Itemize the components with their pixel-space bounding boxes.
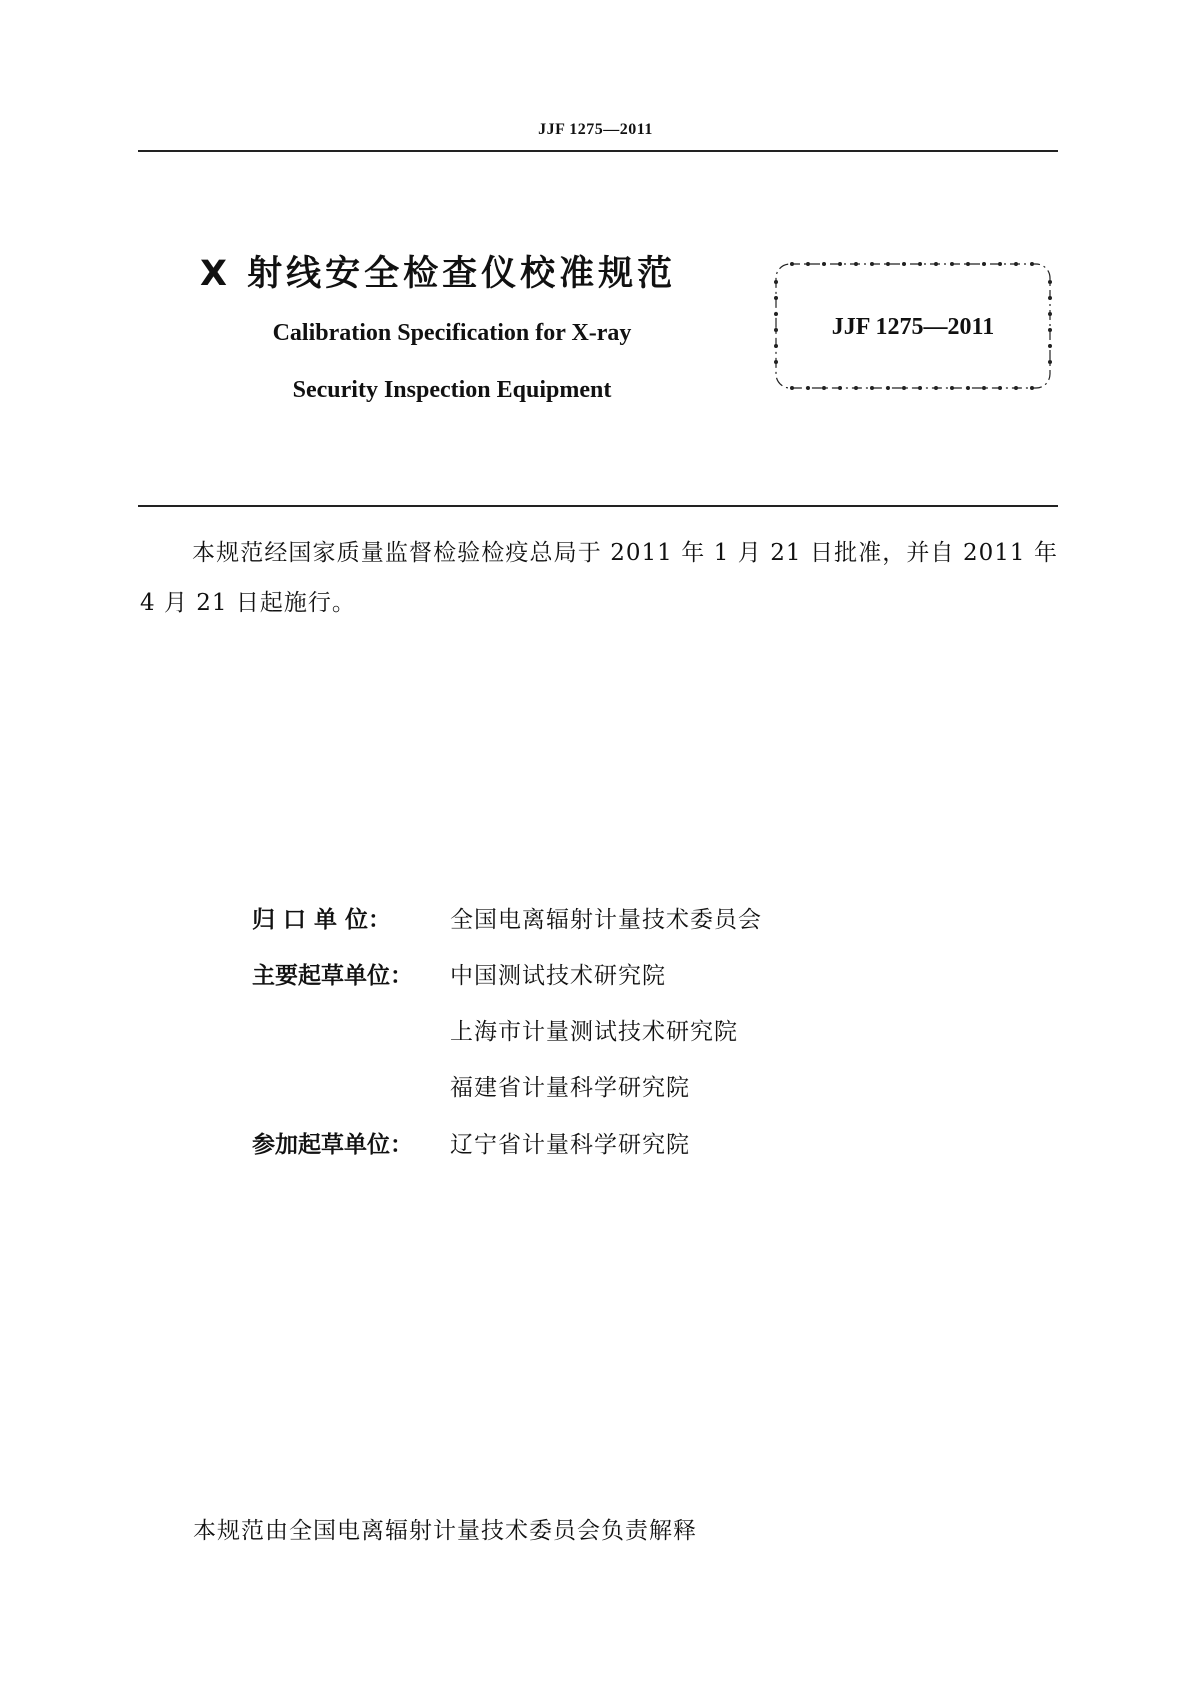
stamp-dot (822, 386, 826, 390)
stamp-dot (1048, 360, 1052, 364)
responsible-unit-value: 全国电离辐射计量技术委员会 (450, 907, 762, 933)
title-english-line1: Calibration Specification for X-ray (272, 320, 632, 346)
stamp-dot (774, 344, 778, 348)
stamp-dot (1014, 262, 1018, 266)
stamp-dot (886, 386, 890, 390)
stamp-code-text: JJF 1275—2011 (831, 314, 995, 340)
stamp-dot (902, 262, 906, 266)
stamp-dot (998, 386, 1002, 390)
stamp-dot (1030, 262, 1034, 266)
main-drafter-3: 福建省计量科学研究院 (450, 1075, 690, 1101)
stamp-dot (966, 262, 970, 266)
stamp-dot (1030, 386, 1034, 390)
stamp-dot (1048, 344, 1052, 348)
stamp-dot (854, 386, 858, 390)
stamp-dot (918, 386, 922, 390)
approval-statement: 本规范经国家质量监督检验检疫总局于 2011 年 1 月 21 日批准，并自 2011 年 4 月 21 日起施行。 (140, 540, 1058, 616)
stamp-dot (790, 386, 794, 390)
stamp-dot (902, 386, 906, 390)
stamp-dot (774, 280, 778, 284)
stamp-dot (934, 386, 938, 390)
main-drafter-1: 中国测试技术研究院 (450, 963, 666, 989)
participating-drafters-label: 参加起草单位： (252, 1132, 413, 1158)
standard-code-stamp (772, 260, 1054, 392)
stamp-dot (790, 262, 794, 266)
stamp-dot (1048, 280, 1052, 284)
stamp-dot (806, 386, 810, 390)
title-english-line2: Security Inspection Equipment (292, 377, 612, 403)
interpretation-note: 本规范由全国电离辐射计量技术委员会负责解释 (193, 1518, 697, 1544)
stamp-dot (982, 262, 986, 266)
stamp-dot (966, 386, 970, 390)
stamp-dot (838, 386, 842, 390)
main-drafters-label: 主要起草单位： (252, 963, 413, 989)
main-drafter-2: 上海市计量测试技术研究院 (450, 1019, 738, 1045)
header-rule (138, 150, 1058, 152)
header-standard-code: JJF 1275—2011 (538, 121, 653, 138)
title-chinese: X 射线安全检查仪校准规范 (200, 254, 677, 294)
stamp-dot (774, 296, 778, 300)
stamp-dot (918, 262, 922, 266)
stamp-dot (870, 262, 874, 266)
stamp-dot (950, 386, 954, 390)
stamp-dot (774, 360, 778, 364)
stamp-dot (950, 262, 954, 266)
stamp-dot (998, 262, 1002, 266)
stamp-dot (1048, 296, 1052, 300)
participating-drafter-1: 辽宁省计量科学研究院 (450, 1132, 690, 1158)
stamp-dot (886, 262, 890, 266)
stamp-dot (806, 262, 810, 266)
stamp-dot (838, 262, 842, 266)
stamp-dot (934, 262, 938, 266)
stamp-dot (982, 386, 986, 390)
stamp-dot (1014, 386, 1018, 390)
responsible-unit-label: 归 口 单 位： (252, 907, 392, 933)
stamp-dot (822, 262, 826, 266)
stamp-dot (870, 386, 874, 390)
stamp-dot (854, 262, 858, 266)
section-rule (138, 505, 1058, 507)
